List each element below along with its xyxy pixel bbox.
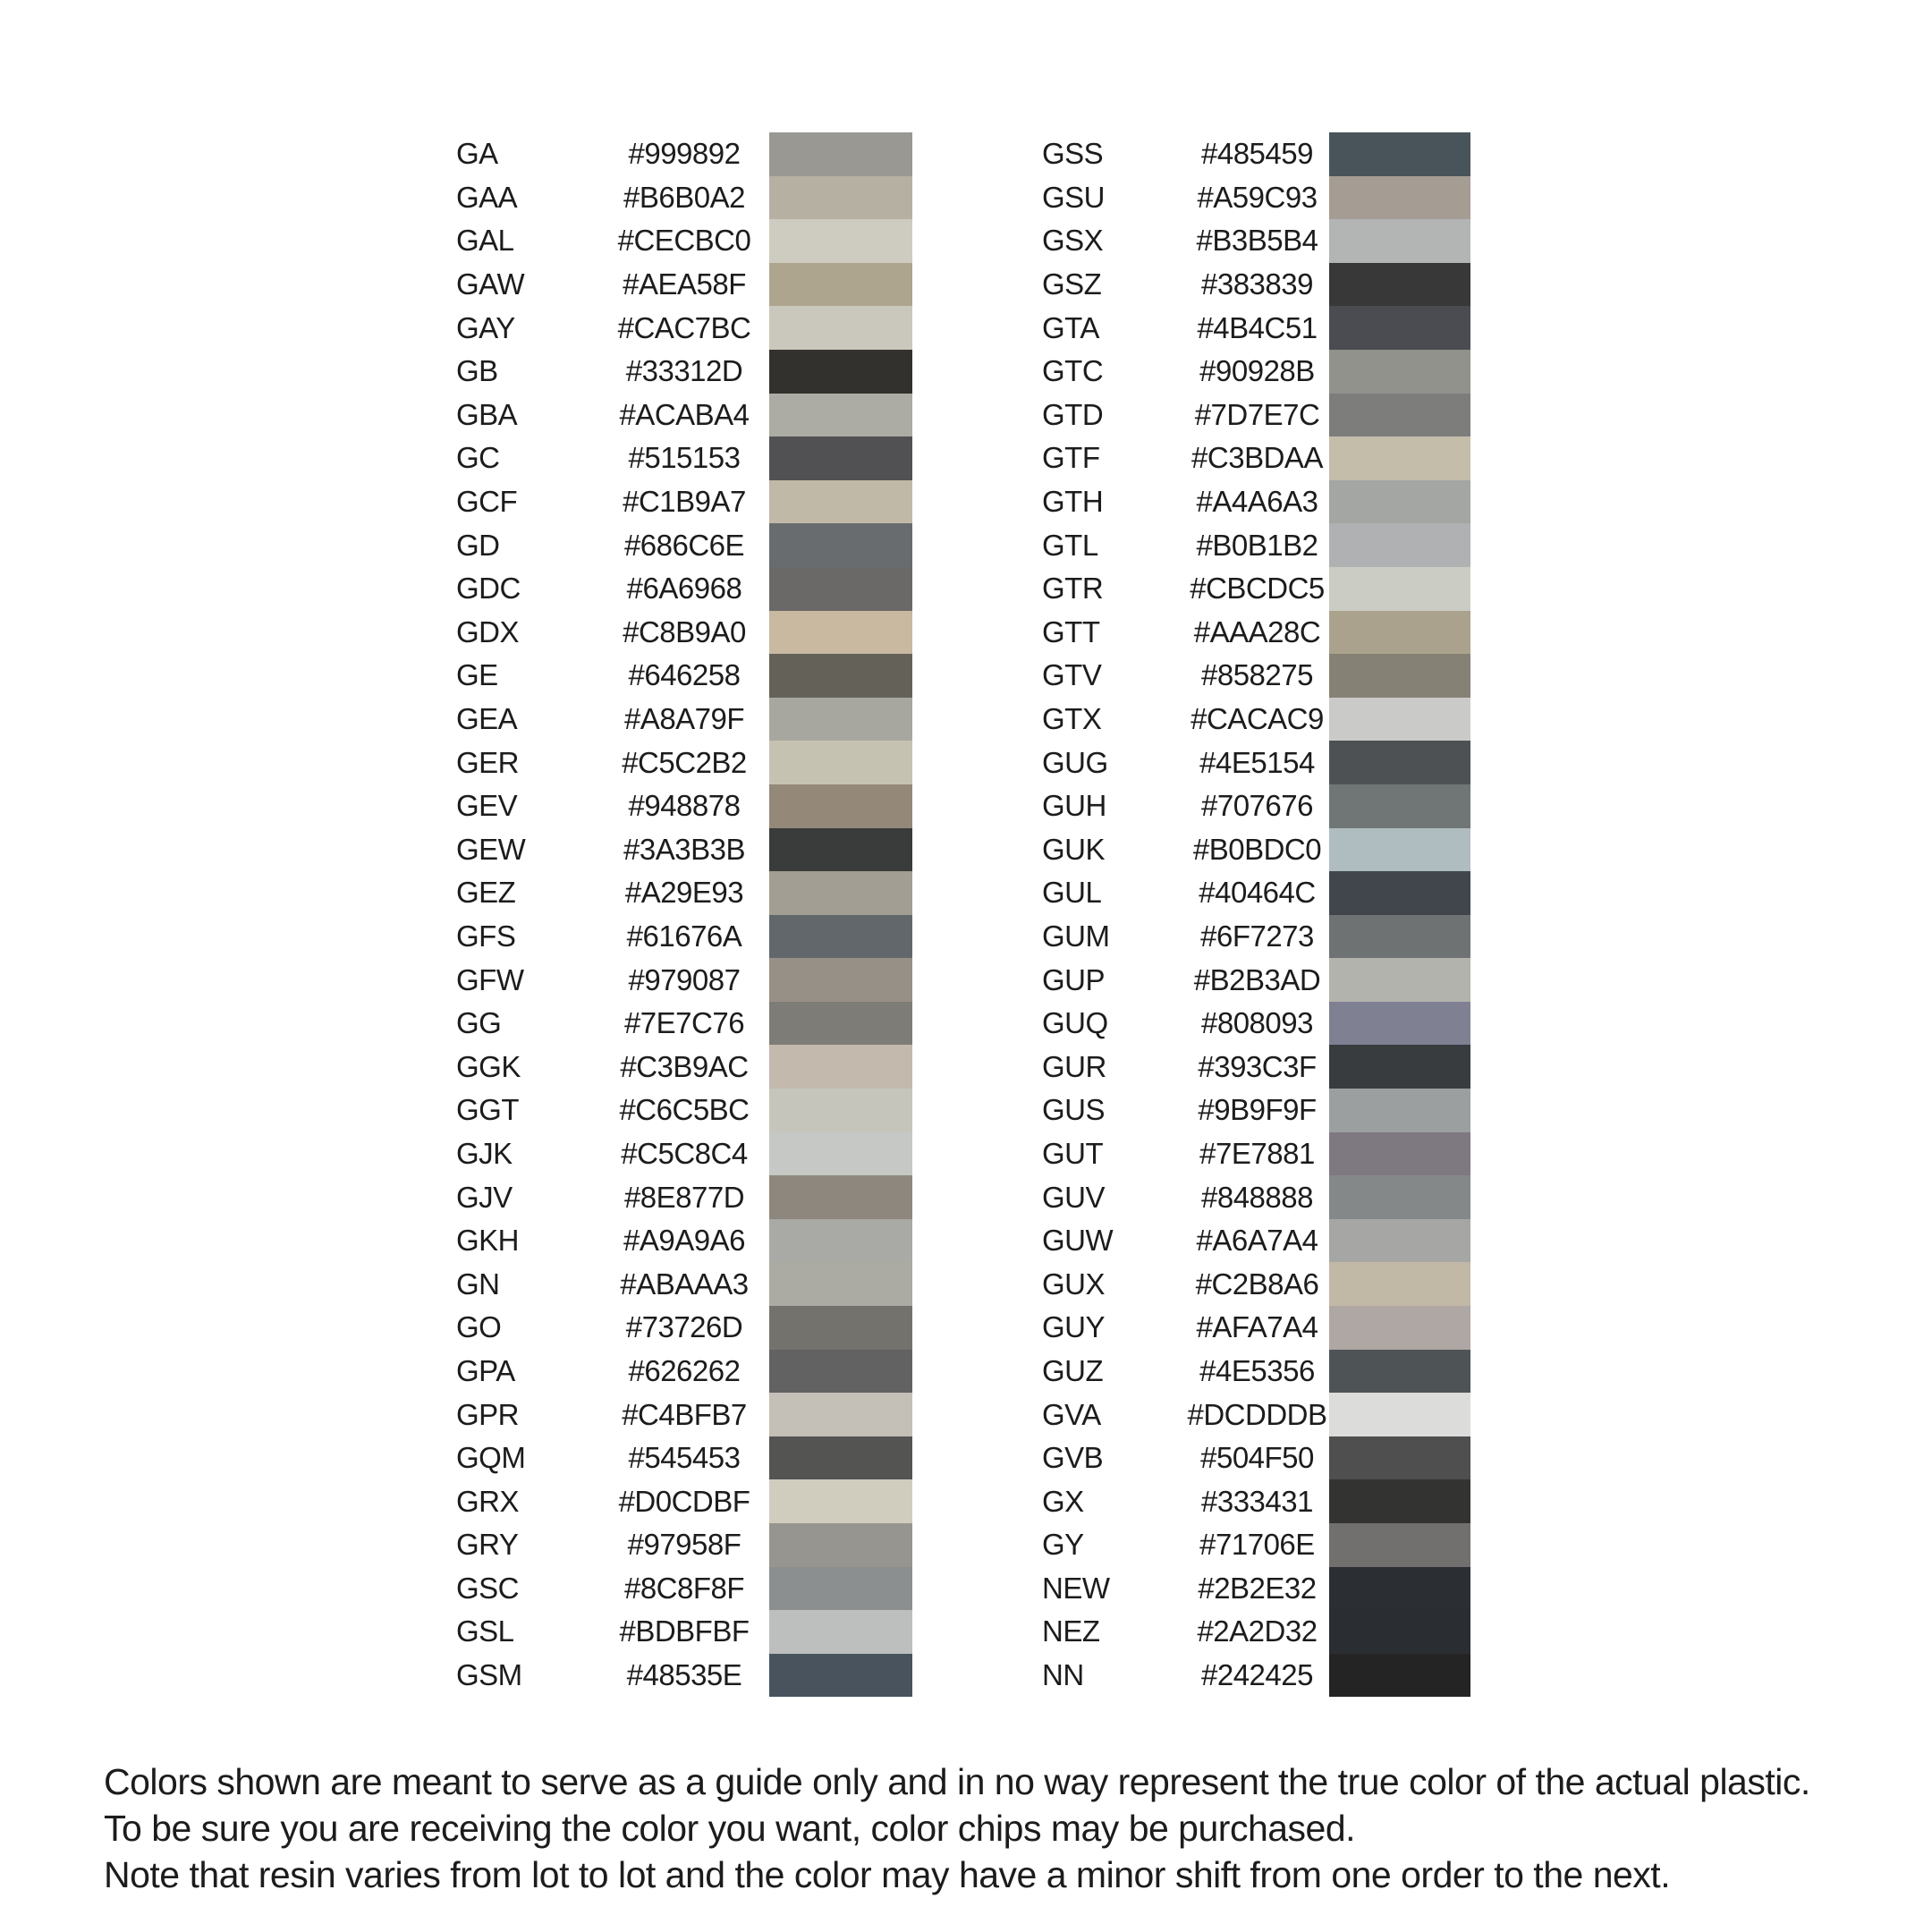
color-hex-label: #C4BFB7: [622, 1397, 747, 1431]
color-swatch: [769, 698, 912, 741]
color-code-label: GD: [456, 528, 500, 562]
color-code-label: GBA: [456, 397, 518, 431]
color-hex-label: #C1B9A7: [623, 485, 746, 519]
color-swatch: [769, 1002, 912, 1046]
color-swatch: [769, 176, 912, 220]
color-hex-label: #CECBC0: [617, 224, 751, 258]
color-hex-label: #AFA7A4: [1196, 1310, 1318, 1344]
color-code-label: GUR: [1042, 1049, 1106, 1083]
color-swatch: [1329, 871, 1470, 915]
color-row: [1033, 1610, 1470, 1654]
color-row: [447, 1654, 912, 1698]
color-code-label: GAW: [456, 267, 525, 301]
color-hex-label: #948878: [628, 789, 741, 823]
color-row: [1033, 394, 1470, 437]
color-code-label: GPA: [456, 1353, 515, 1387]
color-swatch: [1329, 1175, 1470, 1219]
color-row: [447, 828, 912, 872]
color-row: [1033, 1219, 1470, 1263]
color-code-label: GCF: [456, 485, 518, 519]
color-code-label: GEA: [456, 702, 518, 736]
color-hex-label: #61676A: [626, 919, 742, 953]
color-hex-label: #AAA28C: [1193, 614, 1321, 648]
color-swatch: [1329, 176, 1470, 220]
color-hex-label: #C8B9A0: [623, 614, 746, 648]
color-row: [1033, 1523, 1470, 1567]
disclaimer-line-3: Note that resin varies from lot to lot and the color may have a minor shift from one order to the next.: [104, 1854, 1671, 1895]
color-hex-label: #CACAC9: [1191, 702, 1324, 736]
disclaimer-line-1: Colors shown are meant to serve as a guide only and in no way represent the true color of the actual plastic.: [104, 1761, 1810, 1802]
color-swatch: [769, 1436, 912, 1480]
color-swatch: [1329, 1219, 1470, 1263]
color-code-label: GTC: [1042, 354, 1104, 388]
color-code-label: GUV: [1042, 1180, 1106, 1214]
color-row: [447, 871, 912, 915]
color-hex-label: #242425: [1201, 1658, 1313, 1692]
color-row: [447, 1479, 912, 1523]
color-swatch: [769, 741, 912, 784]
color-hex-label: #808093: [1201, 1006, 1313, 1040]
color-row: [1033, 306, 1470, 350]
color-hex-label: #2B2E32: [1198, 1571, 1317, 1605]
color-swatch: [1329, 741, 1470, 784]
color-swatch: [1329, 1523, 1470, 1567]
color-row: [447, 394, 912, 437]
color-swatch: [1329, 1567, 1470, 1611]
color-row: [447, 1350, 912, 1394]
color-row: [447, 611, 912, 655]
color-row: [1033, 1175, 1470, 1219]
color-code-label: GUL: [1042, 876, 1102, 910]
color-hex-label: #504F50: [1200, 1441, 1314, 1475]
color-code-label: GN: [456, 1267, 500, 1301]
color-hex-label: #485459: [1201, 137, 1313, 171]
color-hex-label: #545453: [628, 1441, 741, 1475]
color-row: [447, 1262, 912, 1306]
color-row: [1033, 436, 1470, 480]
color-hex-label: #333431: [1201, 1484, 1313, 1518]
color-row: [447, 1045, 912, 1089]
color-swatch: [1329, 698, 1470, 741]
color-row: [447, 263, 912, 307]
color-swatch: [769, 394, 912, 437]
color-row: [447, 1175, 912, 1219]
color-code-label: GY: [1042, 1528, 1084, 1562]
color-code-label: GUP: [1042, 962, 1106, 996]
color-code-label: GDX: [456, 614, 520, 648]
color-swatch: [1329, 306, 1470, 350]
color-swatch: [769, 523, 912, 567]
color-swatch: [1329, 1002, 1470, 1046]
color-row: [1033, 263, 1470, 307]
color-code-label: GJK: [456, 1136, 513, 1170]
color-swatch: [769, 1089, 912, 1132]
color-code-label: GEW: [456, 832, 526, 866]
color-row: [1033, 480, 1470, 524]
color-code-label: GB: [456, 354, 498, 388]
color-row: [447, 132, 912, 176]
color-hex-label: #C3BDAA: [1191, 441, 1323, 475]
color-code-label: NEW: [1042, 1571, 1110, 1605]
color-hex-label: #90928B: [1199, 354, 1315, 388]
color-row: [1033, 1089, 1470, 1132]
color-code-label: GUG: [1042, 745, 1108, 779]
color-code-label: GAY: [456, 310, 515, 344]
color-swatch: [1329, 1045, 1470, 1089]
color-hex-label: #393C3F: [1198, 1049, 1317, 1083]
color-row: [1033, 1654, 1470, 1698]
color-swatch: [1329, 1436, 1470, 1480]
color-row: [1033, 741, 1470, 784]
color-hex-label: #383839: [1201, 267, 1313, 301]
color-swatch: [1329, 1306, 1470, 1350]
color-code-label: GTV: [1042, 658, 1102, 692]
color-swatch: [769, 958, 912, 1002]
color-hex-label: #7E7C76: [623, 1006, 745, 1040]
color-swatch: [1329, 480, 1470, 524]
color-hex-label: #C3B9AC: [620, 1049, 749, 1083]
color-hex-label: #515153: [628, 441, 741, 475]
color-code-label: GSS: [1042, 137, 1104, 171]
color-code-label: GAA: [456, 180, 518, 214]
color-swatch: [769, 1175, 912, 1219]
color-hex-label: #999892: [628, 137, 741, 171]
color-row: [447, 1306, 912, 1350]
color-swatch: [1329, 1262, 1470, 1306]
color-swatch: [769, 480, 912, 524]
color-swatch: [1329, 611, 1470, 655]
color-code-label: GTF: [1042, 441, 1100, 475]
color-code-label: GDC: [456, 572, 521, 606]
color-row: [447, 1523, 912, 1567]
color-swatch: [769, 784, 912, 828]
color-swatch: [1329, 1479, 1470, 1523]
color-row: [447, 523, 912, 567]
color-code-label: GQM: [456, 1441, 526, 1475]
color-code-label: GUQ: [1042, 1006, 1108, 1040]
color-code-label: GEV: [456, 789, 518, 823]
color-code-label: GUS: [1042, 1093, 1106, 1127]
color-row: [1033, 567, 1470, 611]
color-swatch: [769, 263, 912, 307]
color-code-label: GVB: [1042, 1441, 1104, 1475]
color-code-label: GUT: [1042, 1136, 1104, 1170]
color-row: [1033, 871, 1470, 915]
color-hex-label: #4E5356: [1199, 1353, 1315, 1387]
color-swatch: [769, 1045, 912, 1089]
color-code-label: GAL: [456, 224, 514, 258]
color-hex-label: #B0BDC0: [1192, 832, 1322, 866]
color-code-label: GG: [456, 1006, 502, 1040]
color-swatch: [769, 1654, 912, 1698]
color-row: [1033, 219, 1470, 263]
color-code-label: GTH: [1042, 485, 1104, 519]
color-hex-label: #2A2D32: [1197, 1614, 1318, 1648]
color-row: [447, 784, 912, 828]
color-hex-label: #C5C8C4: [621, 1136, 748, 1170]
color-row: [447, 350, 912, 394]
color-code-label: GPR: [456, 1397, 520, 1431]
color-row: [1033, 1262, 1470, 1306]
color-row: [447, 698, 912, 741]
color-swatch: [769, 871, 912, 915]
color-swatch: [1329, 1089, 1470, 1132]
color-row: [1033, 132, 1470, 176]
color-hex-label: #A4A6A3: [1196, 485, 1318, 519]
color-swatch: [769, 1393, 912, 1436]
color-row: [1033, 915, 1470, 959]
color-hex-label: #73726D: [625, 1310, 743, 1344]
color-hex-label: #686C6E: [623, 528, 745, 562]
color-swatch: [1329, 784, 1470, 828]
color-code-label: GGK: [456, 1049, 521, 1083]
color-hex-label: #979087: [628, 962, 741, 996]
disclaimer-line-2: To be sure you are receiving the color you want, color chips may be purchased.: [104, 1808, 1356, 1849]
color-swatch: [769, 1262, 912, 1306]
color-hex-label: #626262: [628, 1353, 741, 1387]
color-row: [1033, 523, 1470, 567]
color-code-label: GC: [456, 441, 500, 475]
color-row: [447, 654, 912, 698]
color-swatch: [1329, 915, 1470, 959]
color-swatch: [769, 915, 912, 959]
color-row: [447, 1089, 912, 1132]
color-hex-label: #858275: [1201, 658, 1313, 692]
color-swatch: [769, 1479, 912, 1523]
color-swatch: [769, 306, 912, 350]
color-swatch: [769, 1132, 912, 1176]
color-row: [1033, 1306, 1470, 1350]
color-row: [447, 741, 912, 784]
color-swatch: [1329, 263, 1470, 307]
color-hex-label: #A6A7A4: [1196, 1224, 1318, 1258]
color-hex-label: #4E5154: [1199, 745, 1315, 779]
color-hex-label: #CAC7BC: [617, 310, 751, 344]
color-hex-label: #CBCDC5: [1190, 572, 1325, 606]
color-code-label: GE: [456, 658, 498, 692]
color-swatch: [1329, 1350, 1470, 1394]
color-code-label: GUX: [1042, 1267, 1106, 1301]
color-row: [447, 1219, 912, 1263]
color-code-label: GSL: [456, 1614, 514, 1648]
color-hex-label: #848888: [1201, 1180, 1313, 1214]
color-swatch: [769, 611, 912, 655]
color-row: [447, 915, 912, 959]
color-code-label: NN: [1042, 1658, 1084, 1692]
color-row: [447, 1567, 912, 1611]
color-row: [1033, 1350, 1470, 1394]
color-hex-label: #8E877D: [623, 1180, 745, 1214]
color-hex-label: #33312D: [625, 354, 743, 388]
color-code-label: GTR: [1042, 572, 1104, 606]
color-swatch: [1329, 523, 1470, 567]
color-swatch: [769, 1610, 912, 1654]
color-hex-label: #ABAAA3: [620, 1267, 749, 1301]
color-hex-label: #48535E: [626, 1658, 742, 1692]
color-hex-label: #6F7273: [1200, 919, 1314, 953]
color-swatch: [1329, 394, 1470, 437]
color-row: [447, 436, 912, 480]
color-code-label: GSX: [1042, 224, 1104, 258]
color-row: [1033, 1436, 1470, 1480]
color-hex-label: #A29E93: [624, 876, 744, 910]
color-swatch: [769, 567, 912, 611]
color-hex-label: #B3B5B4: [1196, 224, 1318, 258]
color-code-label: NEZ: [1042, 1614, 1100, 1648]
color-swatch: [1329, 219, 1470, 263]
color-swatch: [1329, 654, 1470, 698]
color-hex-label: #B0B1B2: [1196, 528, 1318, 562]
color-hex-label: #DCDDDB: [1187, 1397, 1327, 1431]
color-swatch: [769, 1306, 912, 1350]
color-row: [447, 567, 912, 611]
color-hex-label: #8C8F8F: [623, 1571, 745, 1605]
color-hex-label: #646258: [628, 658, 741, 692]
color-code-label: GSZ: [1042, 267, 1102, 301]
color-swatch: [769, 132, 912, 176]
color-row: [447, 176, 912, 220]
color-code-label: GUW: [1042, 1224, 1114, 1258]
color-swatch: [769, 436, 912, 480]
color-hex-label: #A59C93: [1197, 180, 1318, 214]
color-code-label: GUY: [1042, 1310, 1106, 1344]
color-code-label: GER: [456, 745, 520, 779]
color-row: [1033, 1567, 1470, 1611]
color-code-label: GVA: [1042, 1397, 1101, 1431]
color-swatch: [1329, 567, 1470, 611]
color-code-label: GUM: [1042, 919, 1110, 953]
color-swatch: [1329, 828, 1470, 872]
color-row: [1033, 1479, 1470, 1523]
color-hex-label: #40464C: [1199, 876, 1316, 910]
color-row: [447, 219, 912, 263]
color-row: [1033, 350, 1470, 394]
color-swatch: [1329, 132, 1470, 176]
color-row: [447, 958, 912, 1002]
color-hex-label: #71706E: [1199, 1528, 1315, 1562]
color-hex-label: #D0CDBF: [618, 1484, 750, 1518]
color-row: [1033, 654, 1470, 698]
color-swatch: [769, 350, 912, 394]
color-swatch: [769, 1350, 912, 1394]
color-hex-label: #9B9F9F: [1198, 1093, 1317, 1127]
color-hex-label: #C2B8A6: [1195, 1267, 1319, 1301]
color-hex-label: #4B4C51: [1197, 310, 1318, 344]
color-row: [1033, 1045, 1470, 1089]
color-code-label: GTL: [1042, 528, 1098, 562]
color-code-label: GO: [456, 1310, 502, 1344]
color-row: [1033, 828, 1470, 872]
color-column-right: [1033, 132, 1470, 1697]
color-hex-label: #C5C2B2: [622, 745, 747, 779]
color-code-label: GUZ: [1042, 1353, 1104, 1387]
color-code-label: GFS: [456, 919, 516, 953]
color-hex-label: #7E7881: [1199, 1136, 1315, 1170]
color-swatch: [1329, 1654, 1470, 1698]
color-hex-label: #ACABA4: [619, 397, 750, 431]
color-row: [447, 1132, 912, 1176]
color-swatch: [1329, 958, 1470, 1002]
color-row: [1033, 611, 1470, 655]
color-row: [1033, 1002, 1470, 1046]
color-code-label: GUK: [1042, 832, 1106, 866]
color-code-label: GSM: [456, 1658, 522, 1692]
color-hex-label: #C6C5BC: [619, 1093, 750, 1127]
color-row: [1033, 784, 1470, 828]
disclaimer-note: [104, 1758, 1875, 1898]
color-row: [1033, 1393, 1470, 1436]
color-code-label: GUH: [1042, 789, 1106, 823]
color-code-label: GX: [1042, 1484, 1084, 1518]
color-row: [447, 1610, 912, 1654]
color-swatch: [769, 1219, 912, 1263]
color-column-left: [447, 132, 912, 1697]
color-swatch: [1329, 350, 1470, 394]
color-swatch: [1329, 1132, 1470, 1176]
color-row: [1033, 958, 1470, 1002]
color-hex-label: #7D7E7C: [1194, 397, 1320, 431]
color-code-label: GTT: [1042, 614, 1100, 648]
color-swatch: [769, 828, 912, 872]
color-hex-label: #6A6968: [626, 572, 742, 606]
color-hex-label: #97958F: [627, 1528, 741, 1562]
color-code-label: GSU: [1042, 180, 1106, 214]
color-row: [447, 306, 912, 350]
color-code-label: GTX: [1042, 702, 1102, 736]
color-row: [447, 480, 912, 524]
color-hex-label: #A8A79F: [623, 702, 745, 736]
color-swatch: [1329, 1610, 1470, 1654]
color-hex-label: #B2B3AD: [1193, 962, 1321, 996]
color-code-label: GRY: [456, 1528, 519, 1562]
color-swatch: [1329, 1393, 1470, 1436]
color-swatch: [769, 1523, 912, 1567]
color-hex-label: #707676: [1201, 789, 1313, 823]
color-code-label: GA: [456, 137, 498, 171]
color-hex-label: #A9A9A6: [623, 1224, 745, 1258]
color-hex-label: #AEA58F: [623, 267, 746, 301]
color-row: [447, 1436, 912, 1480]
color-code-label: GJV: [456, 1180, 513, 1214]
color-hex-label: #3A3B3B: [623, 832, 745, 866]
color-code-label: GKH: [456, 1224, 520, 1258]
color-swatch: [769, 219, 912, 263]
color-code-label: GTA: [1042, 310, 1099, 344]
color-code-label: GTD: [1042, 397, 1104, 431]
color-hex-label: #B6B0A2: [623, 180, 745, 214]
color-row: [447, 1393, 912, 1436]
color-code-label: GSC: [456, 1571, 520, 1605]
color-code-label: GEZ: [456, 876, 516, 910]
color-swatch: [769, 654, 912, 698]
color-swatch: [1329, 436, 1470, 480]
color-hex-label: #BDBFBF: [619, 1614, 750, 1648]
color-row: [1033, 1132, 1470, 1176]
color-swatch: [769, 1567, 912, 1611]
color-row: [1033, 176, 1470, 220]
color-code-label: GFW: [456, 962, 524, 996]
color-code-label: GRX: [456, 1484, 520, 1518]
color-row: [1033, 698, 1470, 741]
color-row: [447, 1002, 912, 1046]
color-code-label: GGT: [456, 1093, 519, 1127]
